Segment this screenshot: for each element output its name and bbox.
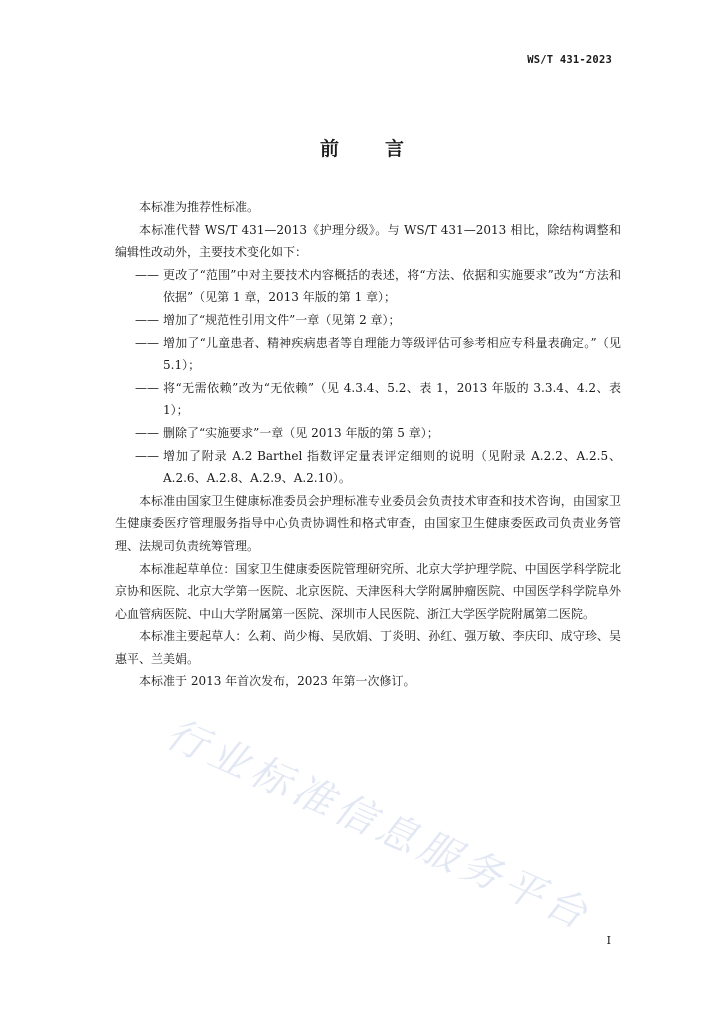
change-text: 更改了“范围”中对主要技术内容概括的表述，将“方法、依据和实施要求”改为“方法和依据”（见第 1 章，2013 年版的第 1 章）； bbox=[163, 267, 621, 305]
page-number: I bbox=[606, 934, 611, 947]
drafting-units-paragraph: 本标准起草单位：国家卫生健康委医院管理研究所、北京大学护理学院、中国医学科学院北京协和医院、北京大学第一医院、北京医院、天津医科大学附属肿瘤医院、中国医学科学院阜外心血管病医院、中山大学附属第一医院、深圳市人民医院、浙江大学医学院附属第二医院。 bbox=[115, 561, 621, 621]
change-dash: —— bbox=[135, 335, 159, 350]
responsibility-paragraph: 本标准由国家卫生健康标准委员会护理标准专业委员会负责技术审查和技术咨询，由国家卫生健康委医疗管理服务指导中心负责协调性和格式审查，由国家卫生健康委医政司负责业务管理、法规司负责统筹管理。 bbox=[115, 493, 621, 553]
title-char-2: 言 bbox=[385, 138, 405, 160]
publication-history-paragraph: 本标准于 2013 年首次发布，2023 年第一次修订。 bbox=[139, 674, 416, 689]
change-text: 将“无需依赖”改为“无依赖”（见 4.3.4、5.2、表 1，2013 年版的 3.3.4、4.2、表 1）； bbox=[163, 380, 621, 418]
change-text: 增加了附录 A.2 Barthel 指数评定量表评定细则的说明（见附录 A.2.2、A.2.5、A.2.6、A.2.8、A.2.9、A.2.10）。 bbox=[163, 448, 621, 486]
change-item bbox=[115, 309, 621, 332]
change-dash: —— bbox=[135, 448, 159, 463]
change-item bbox=[115, 377, 621, 422]
change-dash: —— bbox=[135, 267, 159, 282]
change-item bbox=[115, 264, 621, 309]
standard-code: WS/T 431-2023 bbox=[527, 54, 612, 66]
change-item bbox=[115, 445, 621, 490]
change-text: 删除了“实施要求”一章（见 2013 年版的第 5 章）； bbox=[163, 425, 439, 440]
change-text: 增加了“儿童患者、精神疾病患者等自理能力等级评估可参考相应专科量表确定。”（见 5.1）； bbox=[163, 335, 621, 373]
change-dash: —— bbox=[135, 312, 159, 327]
drafters-paragraph: 本标准主要起草人：么莉、尚少梅、吴欣娟、丁炎明、孙红、强万敏、李庆印、成守珍、吴惠平、兰美娟。 bbox=[115, 629, 621, 666]
page-title bbox=[0, 134, 724, 161]
intro-paragraph-2: 本标准代替 WS/T 431—2013《护理分级》。与 WS/T 431—2013 相比，除结构调整和编辑性改动外，主要技术变化如下： bbox=[115, 222, 621, 260]
change-text: 增加了“规范性引用文件”一章（见第 2 章）； bbox=[163, 312, 401, 327]
intro-paragraph-1: 本标准为推荐性标准。 bbox=[139, 200, 260, 214]
foreword-body bbox=[115, 196, 621, 693]
title-char-1: 前 bbox=[319, 138, 339, 160]
change-item bbox=[115, 422, 621, 445]
change-dash: —— bbox=[135, 380, 159, 395]
change-dash: —— bbox=[135, 425, 159, 440]
watermark: 行业标准信息服务平台 bbox=[159, 710, 599, 940]
change-item bbox=[115, 332, 621, 377]
